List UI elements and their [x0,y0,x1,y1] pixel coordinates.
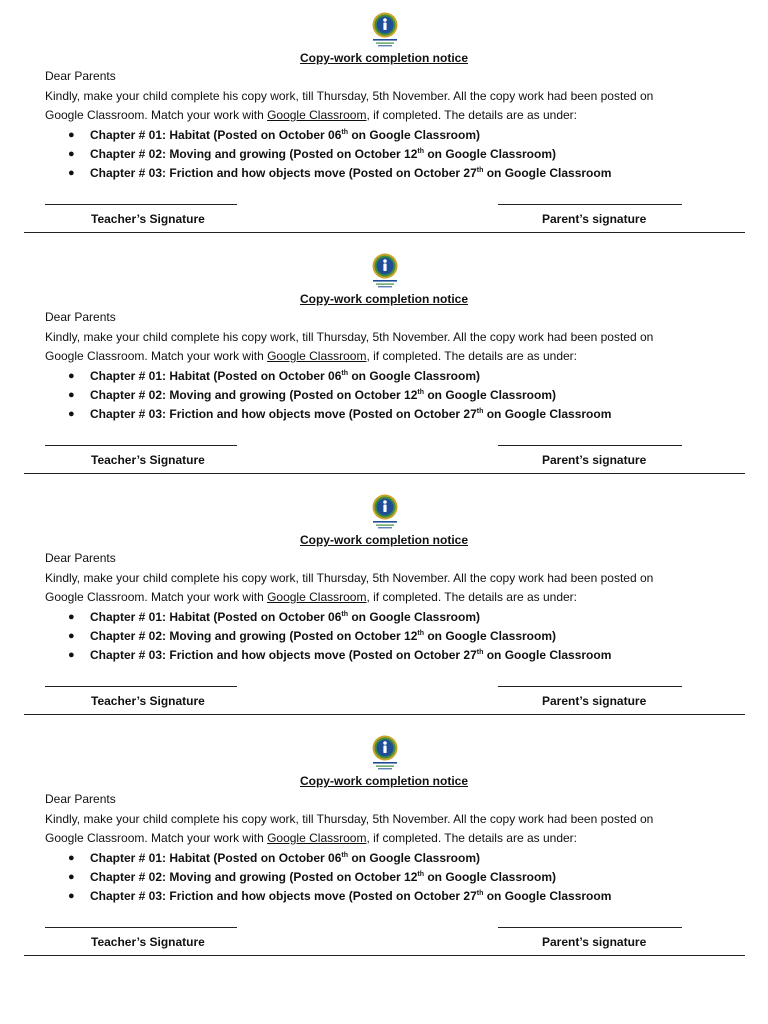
ordinal-suffix: th [476,649,484,656]
bullet-icon: ● [68,389,75,401]
chapter-item [45,145,611,164]
body-line-2-start: Google Classroom. Match your work with [45,831,268,845]
chapter-text: Chapter # 03: Friction and how objects move (Posted on October 27 [90,407,477,421]
parent-signature-label: Parent’s signature [542,935,647,949]
chapter-text-end: on Google Classroom [483,648,612,662]
teacher-signature-label: Teacher’s Signature [91,453,205,467]
cut-separator-line [24,955,745,956]
notice-slip [24,494,745,722]
chapter-item [45,367,611,386]
parent-signature-label: Parent’s signature [542,453,647,467]
teacher-signature-line [45,204,237,205]
chapter-text: Chapter # 03: Friction and how objects move (Posted on October 27 [90,166,477,180]
ordinal-suffix: th [341,129,348,136]
body-line-2 [45,588,705,607]
chapter-item [45,627,611,646]
chapter-item [45,608,611,627]
body-line-1: Kindly, make your child complete his copy work, till Thursday, 5th November. All the copy work had been posted on [45,571,654,585]
notice-body [45,328,705,366]
bullet-icon: ● [68,890,75,902]
chapter-text-end: on Google Classroom) [423,147,556,161]
chapter-text-end: on Google Classroom [483,889,612,903]
salutation: Dear Parents [45,792,116,806]
chapter-text: Chapter # 01: Habitat (Posted on October 06 [90,610,342,624]
cut-separator-line [24,714,745,715]
bullet-icon: ● [68,871,75,883]
body-line-1: Kindly, make your child complete his copy work, till Thursday, 5th November. All the copy work had been posted on [45,89,654,103]
parent-signature-label: Parent’s signature [542,694,647,708]
chapter-text: Chapter # 02: Moving and growing (Posted on October 12 [90,629,418,643]
bullet-icon: ● [68,148,75,160]
chapter-text: Chapter # 02: Moving and growing (Posted on October 12 [90,388,418,402]
body-line-2-start: Google Classroom. Match your work with [45,349,268,363]
parent-signature-label: Parent’s signature [542,212,647,226]
chapter-text-end: on Google Classroom) [423,629,556,643]
chapter-text: Chapter # 03: Friction and how objects move (Posted on October 27 [90,648,477,662]
notice-body [45,569,705,607]
bullet-icon: ● [68,167,75,179]
teacher-signature-line [45,686,237,687]
google-classroom-link[interactable]: Google Classroom [267,831,367,845]
bullet-icon: ● [68,370,75,382]
body-line-2 [45,829,705,848]
salutation: Dear Parents [45,551,116,565]
chapter-item [45,646,611,665]
chapter-text-end: on Google Classroom) [348,851,481,865]
bullet-icon: ● [68,408,75,420]
notice-title: Copy-work completion notice [299,533,468,547]
teacher-signature-label: Teacher’s Signature [91,935,205,949]
chapter-text: Chapter # 02: Moving and growing (Posted on October 12 [90,147,418,161]
cut-separator-line [24,473,745,474]
bullet-icon: ● [68,129,75,141]
teacher-signature-label: Teacher’s Signature [91,212,205,226]
ordinal-suffix: th [417,148,424,155]
chapter-text-end: on Google Classroom) [348,369,481,383]
parent-signature-line [498,445,682,446]
google-classroom-link[interactable]: Google Classroom [267,590,367,604]
body-line-2 [45,106,705,125]
notice-body [45,810,705,848]
teacher-signature-label: Teacher’s Signature [91,694,205,708]
notice-slip [24,735,745,963]
teacher-signature-line [45,445,237,446]
body-line-2-end: , if completed. The details are as under: [366,349,578,363]
body-line-2-end: , if completed. The details are as under: [366,831,578,845]
cut-separator-line [24,232,745,233]
school-logo-icon [370,494,400,530]
chapter-text-end: on Google Classroom [483,407,612,421]
chapter-text-end: on Google Classroom) [423,388,556,402]
chapter-item [45,405,611,424]
chapter-text: Chapter # 01: Habitat (Posted on October 06 [90,369,342,383]
teacher-signature-line [45,927,237,928]
notice-title: Copy-work completion notice [299,774,468,788]
body-line-2 [45,347,705,366]
school-logo-icon [370,253,400,289]
chapter-item [45,887,611,906]
notice-slip [24,253,745,481]
bullet-icon: ● [68,649,75,661]
chapter-text: Chapter # 01: Habitat (Posted on October 06 [90,128,342,142]
ordinal-suffix: th [417,630,424,637]
chapter-list [45,849,611,906]
notice-slip [24,12,745,240]
chapter-item [45,386,611,405]
body-line-2-end: , if completed. The details are as under: [366,108,578,122]
school-logo-icon [370,12,400,48]
chapter-text: Chapter # 01: Habitat (Posted on October 06 [90,851,342,865]
salutation: Dear Parents [45,69,116,83]
chapter-text-end: on Google Classroom) [348,610,481,624]
ordinal-suffix: th [417,871,424,878]
bullet-icon: ● [68,611,75,623]
chapter-text-end: on Google Classroom [483,166,612,180]
body-line-1: Kindly, make your child complete his copy work, till Thursday, 5th November. All the copy work had been posted on [45,812,654,826]
parent-signature-line [498,204,682,205]
body-line-1: Kindly, make your child complete his copy work, till Thursday, 5th November. All the copy work had been posted on [45,330,654,344]
school-logo-icon [370,735,400,771]
chapter-list [45,367,611,424]
ordinal-suffix: th [476,408,484,415]
chapter-text-end: on Google Classroom) [348,128,481,142]
notice-body [45,87,705,125]
body-line-2-start: Google Classroom. Match your work with [45,108,268,122]
ordinal-suffix: th [341,370,348,377]
chapter-list [45,126,611,183]
parent-signature-line [498,686,682,687]
chapter-text: Chapter # 02: Moving and growing (Posted on October 12 [90,870,418,884]
chapter-list [45,608,611,665]
ordinal-suffix: th [341,611,348,618]
bullet-icon: ● [68,630,75,642]
chapter-item [45,126,611,145]
salutation: Dear Parents [45,310,116,324]
chapter-item [45,849,611,868]
body-line-2-end: , if completed. The details are as under: [366,590,578,604]
chapter-text-end: on Google Classroom) [423,870,556,884]
ordinal-suffix: th [417,389,424,396]
ordinal-suffix: th [341,852,348,859]
chapter-item [45,164,611,183]
ordinal-suffix: th [476,167,484,174]
chapter-text: Chapter # 03: Friction and how objects move (Posted on October 27 [90,889,477,903]
notice-title: Copy-work completion notice [299,292,468,306]
bullet-icon: ● [68,852,75,864]
google-classroom-link[interactable]: Google Classroom [267,108,367,122]
parent-signature-line [498,927,682,928]
notice-title: Copy-work completion notice [299,51,468,65]
body-line-2-start: Google Classroom. Match your work with [45,590,268,604]
ordinal-suffix: th [476,890,484,897]
chapter-item [45,868,611,887]
google-classroom-link[interactable]: Google Classroom [267,349,367,363]
